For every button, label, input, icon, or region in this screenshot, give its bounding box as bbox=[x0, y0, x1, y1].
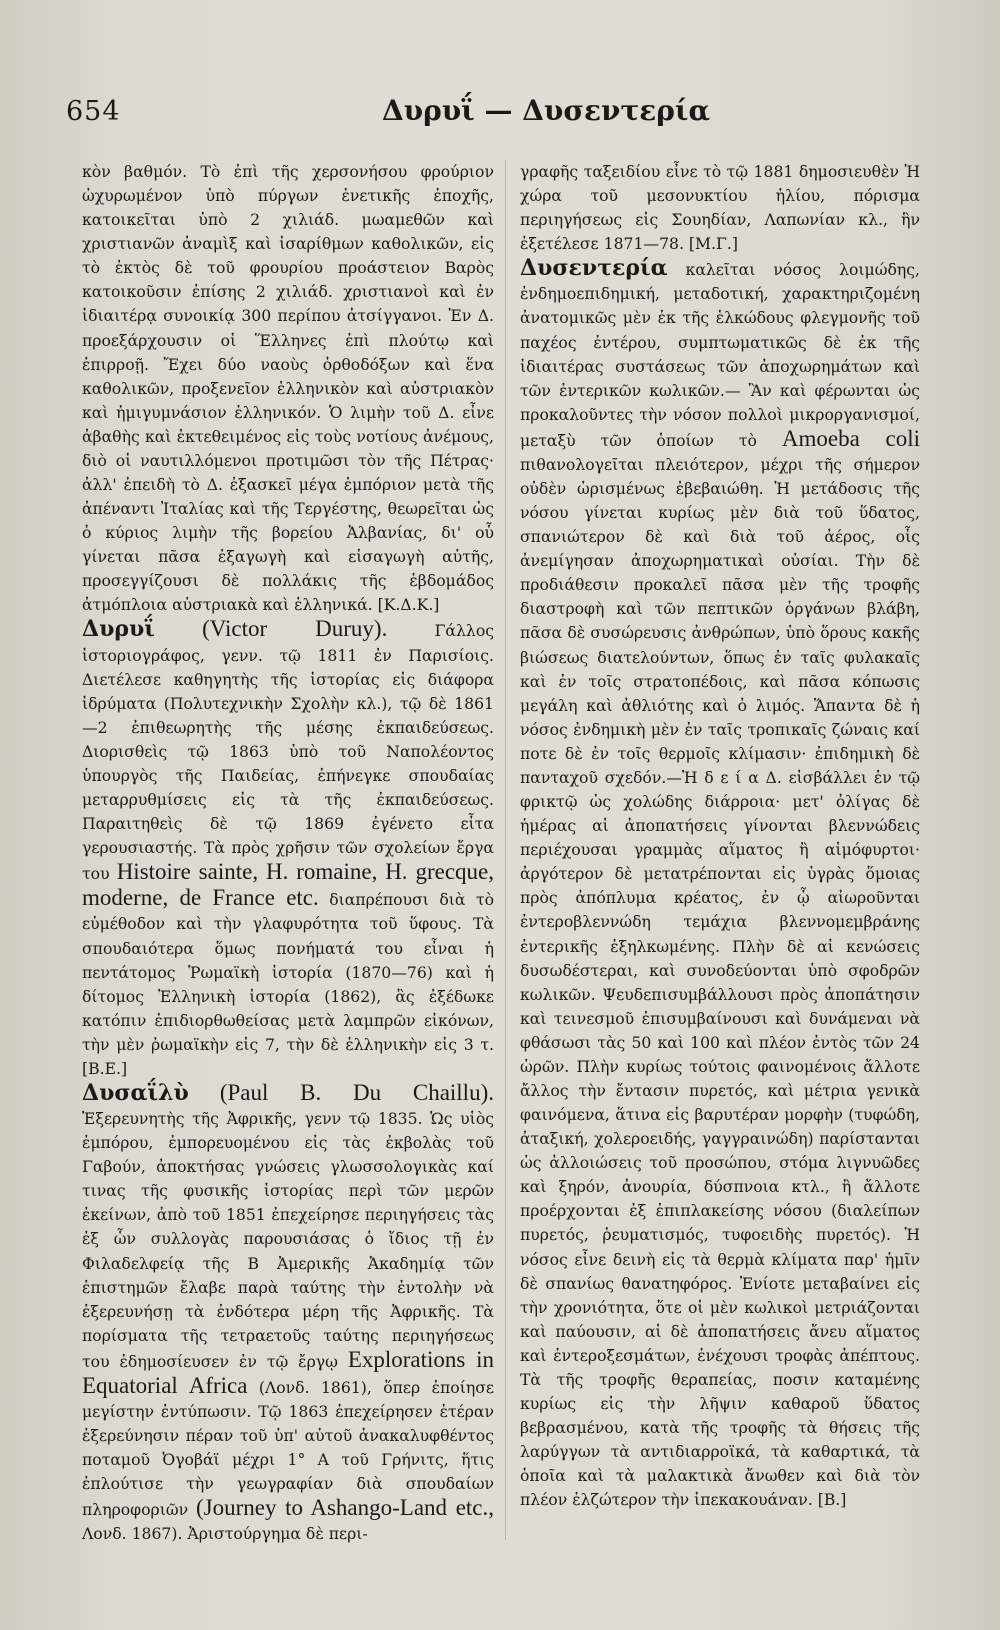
right-column bbox=[520, 160, 920, 1512]
entry-text: (Λονδ. 1861), ὅπερ ἐποίησε μεγίστην ἐντύπωσιν. Τῷ 1863 ἐπεχείρησεν ἑτέραν ἐξερεύνησιν πέραν τοῦ ὑπ' αὐτοῦ ἀνακαλυφθέντος ποταμοῦ Ὀγοβάϊ μέχρι 1° Α τοῦ Γρήνιτς, ἥτις ἐπλούτισε τὴν γεωγραφίαν διὰ σπουδαίων πληροφοριῶν bbox=[82, 1377, 495, 1520]
column-divider bbox=[505, 160, 506, 1540]
entry-latin-title: Explorations in Equatorial Africa bbox=[82, 1346, 494, 1398]
entry-duruy bbox=[82, 617, 494, 1080]
entry-dysenteria bbox=[520, 256, 920, 1512]
entry-text: Λονδ. 1867). Ἀριστούργημα δὲ περι- bbox=[82, 1524, 368, 1544]
paragraph-text: κὸν βαθμόν. Τὸ ἐπὶ τῆς χερσονήσου φρούριον ὠχυρωμένον ὑπὸ πύργων ἐνετικῆς ἐποχῆς, κατοικεῖται ὑπὸ 2 χιλιάδ. μωαμεθῶν καὶ χριστιανῶν ἀναμὶξ καὶ ἰσαρίθμων καθολικῶν, εἰς τὸ ἐκτὸς δὲ τοῦ φρουρίου προάστειον Βαρὸς κατοικοῦσιν ἐπίσης 2 χιλιάδ. χριστιανοὶ καὶ ἐν ἰδιαιτέρᾳ συνοικίᾳ 300 περίπου ἀτσίγγανοι. Ἐν Δ. προεξάρχουσιν οἱ Ἕλληνες ἐπὶ πλούτῳ καὶ ἐπιρροῇ. Ἔχει δύο ναοὺς ὀρθοδόξων καὶ ἕνα καθολικῶν, προξενεῖον ἑλληνικὸν καὶ αὐστριακὸν καὶ ἡμιγυμνάσιον ἑλληνικόν. Ὁ λιμὴν τοῦ Δ. εἶνε ἀβαθὴς καὶ ἐκτεθειμένος εἰς τοὺς νοτίους ἀνέμους, διὸ οἱ ναυτιλλόμενοι προτιμῶσι τὸν τῆς Πέτρας· ἀλλ' ἐπειδὴ τὸ Δ. ἐξασκεῖ μέγα ἐμπόριον μετὰ τῆς ἀπέναντι Ἰταλίας καὶ τῆς Τεργέστης, θεωρεῖται ὡς ὁ κύριος λιμὴν τῆς βορείου Ἀλβανίας, δι' οὗ γίνεται πᾶσα ἐξαγωγὴ καὶ εἰσαγωγὴ αὐτῆς, προσεγγίζουσι δὲ πολλάκις τῆς ἑβδομάδος ἀτμόπλοια αὐστριακὰ καὶ ἑλληνικά. [Κ.Δ.Κ.] bbox=[82, 162, 494, 615]
paragraph-continuation bbox=[520, 160, 920, 256]
left-column bbox=[82, 160, 494, 1546]
entry-headword: Δυσεντερία bbox=[520, 255, 668, 282]
entry-text: καλεῖται νόσος λοιμώδης, ἐνδημοεπιδημική, μεταδοτική, χαρακτηριζομένη ἀνατομικῶς μὲν ἐκ τῆς ἑλκώδους φλεγμονῆς τοῦ παχέος ἐντέρου, συμπτωματικῶς δὲ ἐκ τῆς ἰδιαιτέρας συστάσεως τῶν ἀποχωρημάτων καὶ τῶν ἐντερικῶν κωλικῶν.— Ἂν καὶ φέρωνται ὡς προκαλοῦντες τὴν νόσον πολλοὶ μικροργανισμοί, μεταξὺ τῶν ὁποίων τὸ bbox=[520, 260, 920, 450]
entry-latin-titles: Histoire sainte, H. romaine, H. grecque, moderne, de France etc. bbox=[82, 859, 494, 911]
entry-text: πιθανολογεῖται πλειότερον, μέχρι τῆς σήμερον οὐδὲν ὡρισμένως ἐβεβαιώθη. Ἡ μετάδοσις τῆς νόσου γίνεται κυρίως μὲν διὰ τοῦ ὕδατος, σπανιώτερον δὲ καὶ διὰ τοῦ ἀέρος, οἷς ἀνεμίγησαν ἀποχωρηματικαὶ οὐσίαι. Τὴν δὲ προδιάθεσιν προκαλεῖ πᾶσα μὲν τῆς τροφῆς διαστροφὴ καὶ τῶν πεπτικῶν ὀργάνων βλάβη, πᾶσα δὲ συσώρευσις ἀνθρώπων, ὑπὸ ὅρους κακῆς βιώσεως διατελούντων, ὅπως ἐν ταῖς φυλακαῖς καὶ ἐν τοῖς στρατοπέδοις, καὶ πᾶσα κόπωσις μεγάλη καὶ ἀθλιότης καὶ ὁ λιμός. Ἅπαντα δὲ ἡ νόσος ἐνδημικὴ μὲν ἐν ταῖς τροπικαῖς ζώναις καί ποτε δὲ ἐν τοῖς θερμοῖς κλίμασιν· ἐπιδημικὴ δὲ πανταχοῦ σχεδόν.—Ἡ δ ε ί α Δ. εἰσβάλλει ἐν τῷ φρικτῷ ὡς χολώδης διάρροια· μετ' ὀλίγας δὲ ἡμέρας αἱ ἀποπατήσεις γίνονται βλεννώδεις περιέχουσαι γραμμὰς αἵματος ἢ αἱμόφυρτοι· ἀργότερον δὲ μετατρέπονται εἰς ὑγρὰς ὅμοιας πρὸς ἀπόπλυμα κρέατος, ἐν ᾧ αἰωροῦνται ἐντεροβλεννώδη τεμάχια βλεννομεμβράνης ἐντερικῆς ἐξηλκωμένης. Πλὴν δὲ αἱ κενώσεις δυσωδέστεραι, καὶ συνοδεύονται ὑπὸ σφοδρῶν κωλικῶν. Ψευδεπισυμβάλλουσι πρὸς ἀποπάτησιν καὶ τεινεσμοῦ ἐπισυμβαίνουσι καὶ δυνάμεναι νὰ φθάσωσι τὰς 50 καὶ 100 καὶ πλέον ἐντὸς τῶν 24 ὡρῶν. Πλὴν κυρίως τούτοις φαινομένοις ἄλλοτε ἄλλος τὴν ἔντασιν πυρετός, καὶ μέτρια γενικὰ φαινόμενα, ἅτινα εἰς βαρυτέραν μορφὴν (τυφώδη, ἀταξική, χολεροειδής, γαγγραινώδη) παρίστανται ὡς ἀλλοιώσεις τοῦ προσώπου, στόμα λιγνυῶδες καὶ ξηρόν, ἀνουρία, δύσπνοια κτλ., ἢ ἄλλοτε προέρχονται ἐξ ἐπιπλακείσης νόσου (διαλείπων πυρετός, ῥευματισμός, τυφοειδὴς πυρετός). Ἡ νόσος εἶνε δεινὴ εἰς τὰ θερμὰ κλίματα παρ' ἡμῖν δὲ σπανίως θανατηφόρος. Ἐνίοτε μεταβαίνει εἰς τὴν χρονιότητα, ὅτε οἱ μὲν κωλικοὶ μετριάζονται καὶ παύουσιν, αἱ δὲ ἀποπατήσεις ἄνευ αἵματος καὶ ἐντεροξεσμάτων, ἐνέχουσι τροφὰς ἀπέπτους. Τὰ τῆς τροφῆς θεραπείας, ποσιν καταμένης κυρίως εἰς τὴν λῆψιν καθαροῦ ὕδατος βεβρασμένου, κατὰ τῆς τροφῆς τὰ θήσεις τῆς λαρύγγων τὰ αντιδιαρροϊκά, τὰ καθαρτικά, τὰ ὁποῖα καὶ τὰ μαλακτικὰ ἄνωθεν καὶ διὰ τὸν πλέον ἐλζώτερον τὴν ἰπεκακουάναν. [Β.] bbox=[520, 454, 920, 1510]
entry-latin-name: (Victor Duruy). bbox=[202, 616, 388, 642]
entry-headword: Δυρυΐ bbox=[82, 616, 155, 643]
entry-text: Ἐξερευνητὴς τῆς Ἀφρικῆς, γενν τῷ 1835. Ὡς υἱὸς ἐμπόρου, ἐμπορευομένου εἰς τὰς ἐκβολὰς τοῦ Γαβούν, ἀποκτήσας γνώσεις γλωσσολογικὰς καί τινας τῆς φυσικῆς ἱστορίας περὶ τῶν μερῶν ἐκείνων, ἀπὸ τοῦ 1851 ἐπεχείρησε περιηγήσεις τὰς ἐξ ὧν συλλογὰς παρουσιάσας ὁ ἴδιος τῇ ἐν Φιλαδελφείᾳ τῆς Β Ἀμερικῆς Ἀκαδημίᾳ τῶν ἐπιστημῶν ἔλαβε παρὰ ταύτης τὴν ἐντολὴν νὰ ἐξερευνήσῃ τὰ ἐνδότερα μέρη τῆς Ἀφρικῆς. Τὰ πορίσματα τῆς τετραετοῦς ταύτης περιηγήσεως του ἐδημοσίευσεν ἐν τῷ ἔργῳ bbox=[82, 1109, 494, 1371]
entry-headword: Δυσαΐλὺ bbox=[82, 1079, 189, 1106]
entry-latin-name: (Paul B. Du Chaillu). bbox=[219, 1079, 494, 1105]
page-header bbox=[66, 96, 946, 136]
entry-latin-title: (Journey to Ashango-Land etc., bbox=[196, 1495, 495, 1521]
entry-text: διαπρέπουσι διὰ τὸ εὐμέθοδον καὶ τὴν γλαφυρότητα τοῦ ὕφους. Τὰ σπουδαιότερα ὅμως πονήματά του εἶναι ἡ πεντάτομος Ῥωμαϊκὴ ἱστορία (1870—76) καὶ ἡ δίτομος Ἑλληνικὴ ἱστορία (1862), ἃς ἐξέδωκε κατόπιν ἐπιδιορθωθείσας μετὰ λαμπρῶν εἰκόνων, τὴν μὲν ῥωμαϊκὴν εἰς 7, τὴν δὲ ἑλληνικὴν εἰς 3 τ. [Β.Ε.] bbox=[82, 890, 495, 1078]
entry-latin-term: Amoeba coli bbox=[781, 425, 921, 451]
entry-text: Γάλλος ἱστοριογράφος, γενν. τῷ 1811 ἐν Παρισίοις. Διετέλεσε καθηγητὴς τῆς ἱστορίας εἰς διάφορα ἱδρύματα (Πολυτεχνικὴν Σχολὴν κλ.), τῷ δὲ 1861—2 ἐπιθεωρητὴς τῆς μέσης ἐκπαιδεύσεως. Διορισθεὶς τῷ 1863 ὑπὸ τοῦ Ναπολέοντος ὑπουργὸς τῆς Παιδείας, ἐπήνεγκε σπουδαίας μεταρρυθμίσεις εἰς τὰ τῆς ἐκπαιδεύσεως. Παραιτηθεὶς δὲ τῷ 1869 ἐγένετο εἶτα γερουσιαστής. Τὰ πρὸς χρῆσιν τῶν σχολείων ἔργα του bbox=[82, 621, 494, 884]
paragraph-text: γραφῆς ταξειδίου εἶνε τὸ τῷ 1881 δημοσιευθὲν Ἡ χώρα τοῦ μεσονυκτίου ἡλίου, πόρισμα περιηγήσεως εἰς Σουηδίαν, Λαπωνίαν κλ., ἣν ἐξετέλεσε 1871—78. [Μ.Γ.] bbox=[520, 162, 920, 254]
entry-duchaillu bbox=[82, 1081, 494, 1546]
paragraph-continuation bbox=[82, 160, 494, 617]
page-number: 654 bbox=[66, 96, 121, 127]
running-head: Δυρυΐ — Δυσεντερία bbox=[381, 94, 711, 127]
